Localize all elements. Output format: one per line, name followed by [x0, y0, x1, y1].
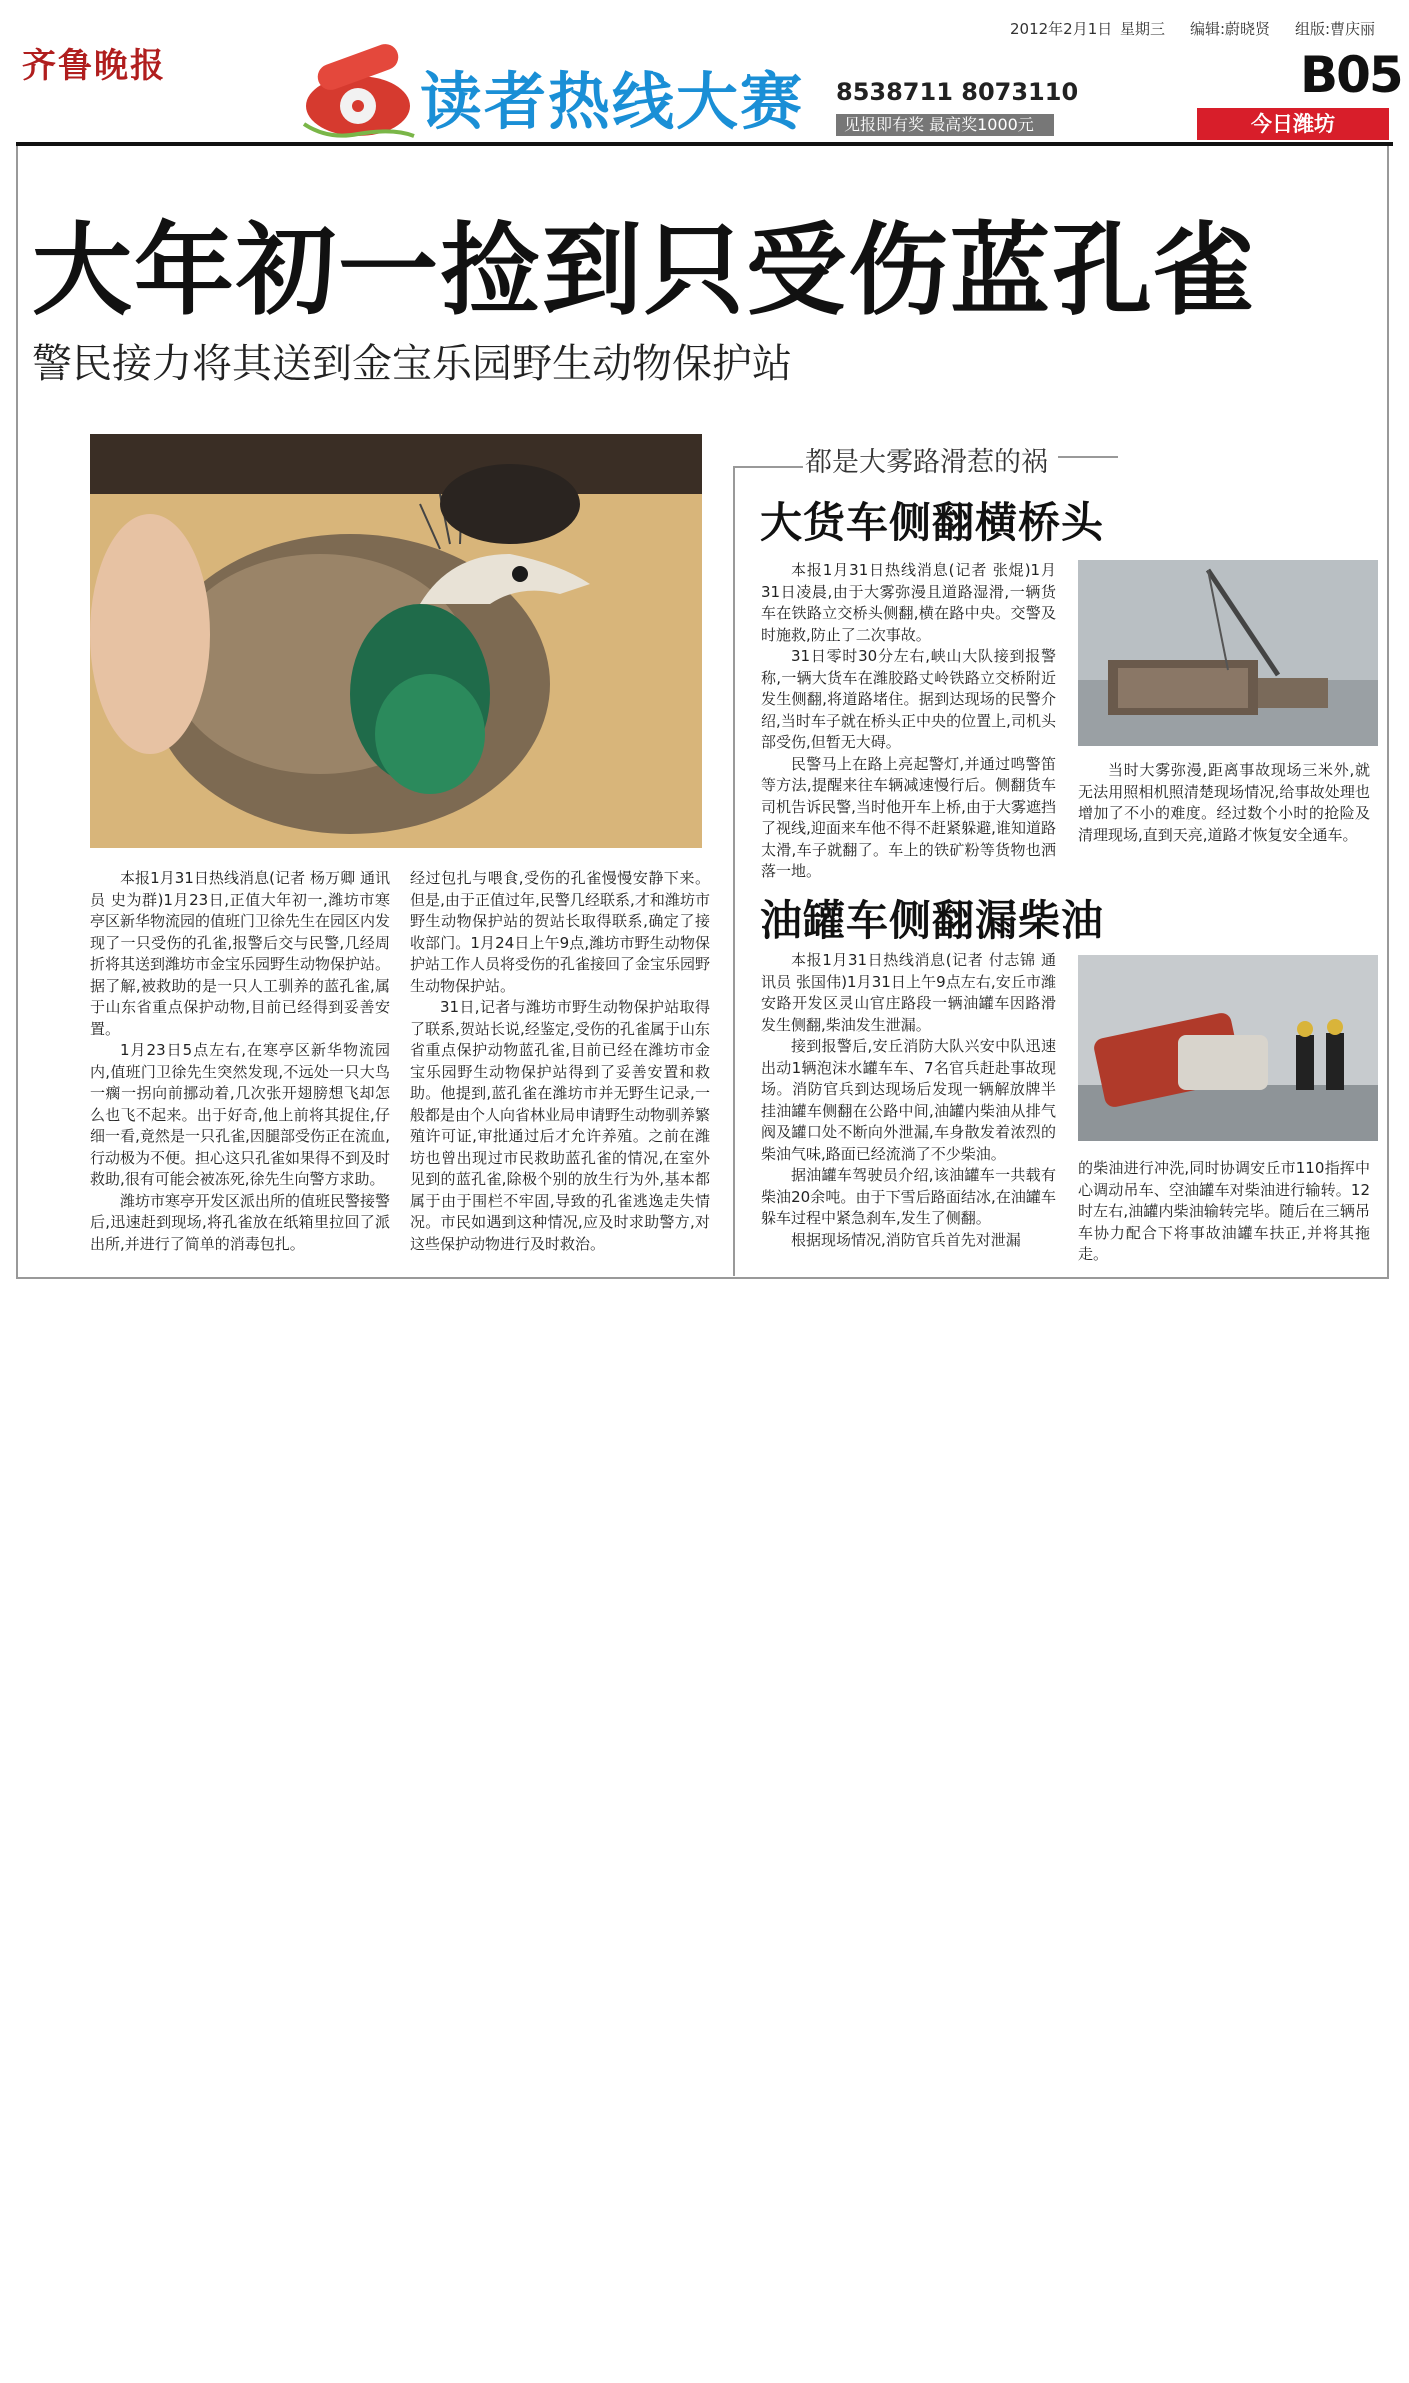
tanker-story-body [761, 950, 1056, 1251]
tanker-story-continuation [1078, 1158, 1370, 1266]
column-divider [733, 466, 735, 1276]
paragraph: 据油罐车驾驶员介绍,该油罐车一共载有柴油20余吨。由于下雪后路面结冰,在油罐车躲车过程中紧急刹车,发生了侧翻。 [761, 1166, 1056, 1227]
paragraph: 本报1月31日热线消息(记者 付志锦 通讯员 张国伟)1月31日上午9点左右,安丘市潍安路开发区灵山官庄路段一辆油罐车因路滑发生侧翻,柴油发生泄漏。 [761, 951, 1056, 1034]
hotline-tagline: 见报即有奖 最高奖1000元 [836, 114, 1054, 136]
truck-story-continuation [1078, 760, 1370, 846]
tanker-story-headline: 油罐车侧翻漏柴油 [760, 896, 1105, 945]
telephone-icon [298, 44, 418, 140]
peacock-photo [90, 434, 702, 848]
paragraph: 本报1月31日热线消息(记者 杨万卿 通讯员 史为群)1月23日,正值大年初一,潍坊市寒亭区新华物流园的值班门卫徐先生在园区内发现了一只受伤的孔雀,报警后交与民警,几经周折将其送到潍坊市金宝乐园野生动物保护站。据了解,被救助的是一只人工驯养的蓝孔雀,属于山东省重点保护动物,目前已经得到妥善安置。 [90, 869, 391, 1038]
truck-accident-photo [1078, 560, 1378, 746]
truck-story-body [761, 560, 1056, 883]
truck-story-headline: 大货车侧翻横桥头 [760, 498, 1105, 547]
paragraph: 民警马上在路上亮起警灯,并通过鸣警笛等方法,提醒来往车辆减速慢行后。侧翻货车司机告诉民警,当时他开车上桥,由于大雾遮挡了视线,迎面来车他不得不赶紧躲避,谁知道路太滑,车子就翻了。车上的铁矿粉等货物也洒落一地。 [761, 754, 1056, 880]
paragraph: 经过包扎与喂食,受伤的孔雀慢慢安静下来。但是,由于正值过年,民警几经联系,才和潍坊市野生动物保护站的贺站长取得联系,确定了接收部门。1月24日上午9点,潍坊市野生动物保护站工作人员将受伤的孔雀接回了金宝乐园野生动物保护站。 [410, 869, 711, 995]
paragraph: 31日,记者与潍坊市野生动物保护站取得了联系,贺站长说,经鉴定,受伤的孔雀属于山东省重点保护动物蓝孔雀,目前已经在潍坊市金宝乐园野生动物保护站得到了妥善安置和救助。他提到,蓝孔雀在潍坊市并无野生记录,一般都是由个人向省林业局申请野生动物驯养繁殖许可证,审批通过后才允许养殖。之前在潍坊也曾出现过市民救助蓝孔雀的情况,在室外见到的蓝孔雀,除极个别的放生行为外,基本都属于由于围栏不牢固,导致的孔雀逃逸走失情况。市民如遇到这种情况,应及时求助警方,对这些保护动物进行及时救治。 [410, 998, 711, 1253]
paragraph: 31日零时30分左右,峡山大队接到报警称,一辆大货车在潍胶路丈岭铁路立交桥附近发生侧翻,将道路堵住。据到达现场的民警介绍,当时车子就在桥头正中央的位置上,司机头部受伤,但暂无大碍。 [761, 647, 1056, 751]
issue-weekday: 星期三 [1120, 20, 1166, 38]
issue-date: 2012年2月1日 [1010, 20, 1113, 38]
paragraph: 本报1月31日热线消息(记者 张焜)1月31日凌晨,由于大雾弥漫且道路湿滑,一辆货车在铁路立交桥头侧翻,横在路中央。交警及时施救,防止了二次事故。 [761, 561, 1056, 644]
kicker-rule-left [733, 466, 803, 468]
hotline-phones: 8538711 8073110 [836, 78, 1079, 106]
hotline-title: 读者热线大赛 [420, 65, 805, 138]
main-story-column-2 [410, 868, 710, 1255]
paragraph: 当时大雾弥漫,距离事故现场三米外,就无法用照相机照清楚现场情况,给事故处理也增加了不小的难度。经过数个小时的抢险及清理现场,直到天亮,道路才恢复安全通车。 [1078, 761, 1370, 844]
section-badge: 今日潍坊 [1197, 108, 1389, 140]
kicker-rule-right [1058, 456, 1118, 458]
main-headline: 大年初一捡到只受伤蓝孔雀 [32, 212, 1256, 329]
paragraph: 1月23日5点左右,在寒亭区新华物流园内,值班门卫徐先生突然发现,不远处一只大鸟一瘸一拐向前挪动着,几次张开翅膀想飞却怎么也飞不起来。出于好奇,他上前将其捉住,仔细一看,竟然是一只孔雀,因腿部受伤正在流血,行动极为不便。担心这只孔雀如果得不到及时救助,很有可能会被冻死,徐先生向警方求助。 [90, 1041, 391, 1188]
page-number: B05 [1300, 46, 1402, 104]
main-subheadline: 警民接力将其送到金宝乐园野生动物保护站 [32, 341, 792, 387]
main-story-column-1 [90, 868, 390, 1255]
paragraph: 根据现场情况,消防官兵首先对泄漏 [791, 1230, 1021, 1249]
layout-credit: 组版:曹庆丽 [1295, 20, 1376, 38]
paragraph: 接到报警后,安丘消防大队兴安中队迅速出动1辆泡沫水罐车车、7名官兵赶赴事故现场。消防官兵到达现场后发现一辆解放牌半挂油罐车侧翻在公路中间,油罐内柴油从排气阀及罐口处不断向外泄漏,车身散发着浓烈的柴油气味,路面已经流淌了不少柴油。 [761, 1037, 1056, 1163]
editor-credit: 编辑:蔚晓贤 [1190, 20, 1271, 38]
side-kicker: 都是大雾路滑惹的祸 [805, 447, 1048, 478]
paragraph: 潍坊市寒亭开发区派出所的值班民警接警后,迅速赶到现场,将孔雀放在纸箱里拉回了派出所,并进行了简单的消毒包扎。 [90, 1191, 391, 1253]
tanker-accident-photo [1078, 955, 1378, 1141]
newspaper-brand: 齐鲁晚报 [22, 46, 166, 86]
paragraph: 的柴油进行冲洗,同时协调安丘市110指挥中心调动吊车、空油罐车对柴油进行输转。12时左右,油罐内柴油输转完毕。随后在三辆吊车协力配合下将事故油罐车扶正,并将其拖走。 [1078, 1159, 1370, 1263]
